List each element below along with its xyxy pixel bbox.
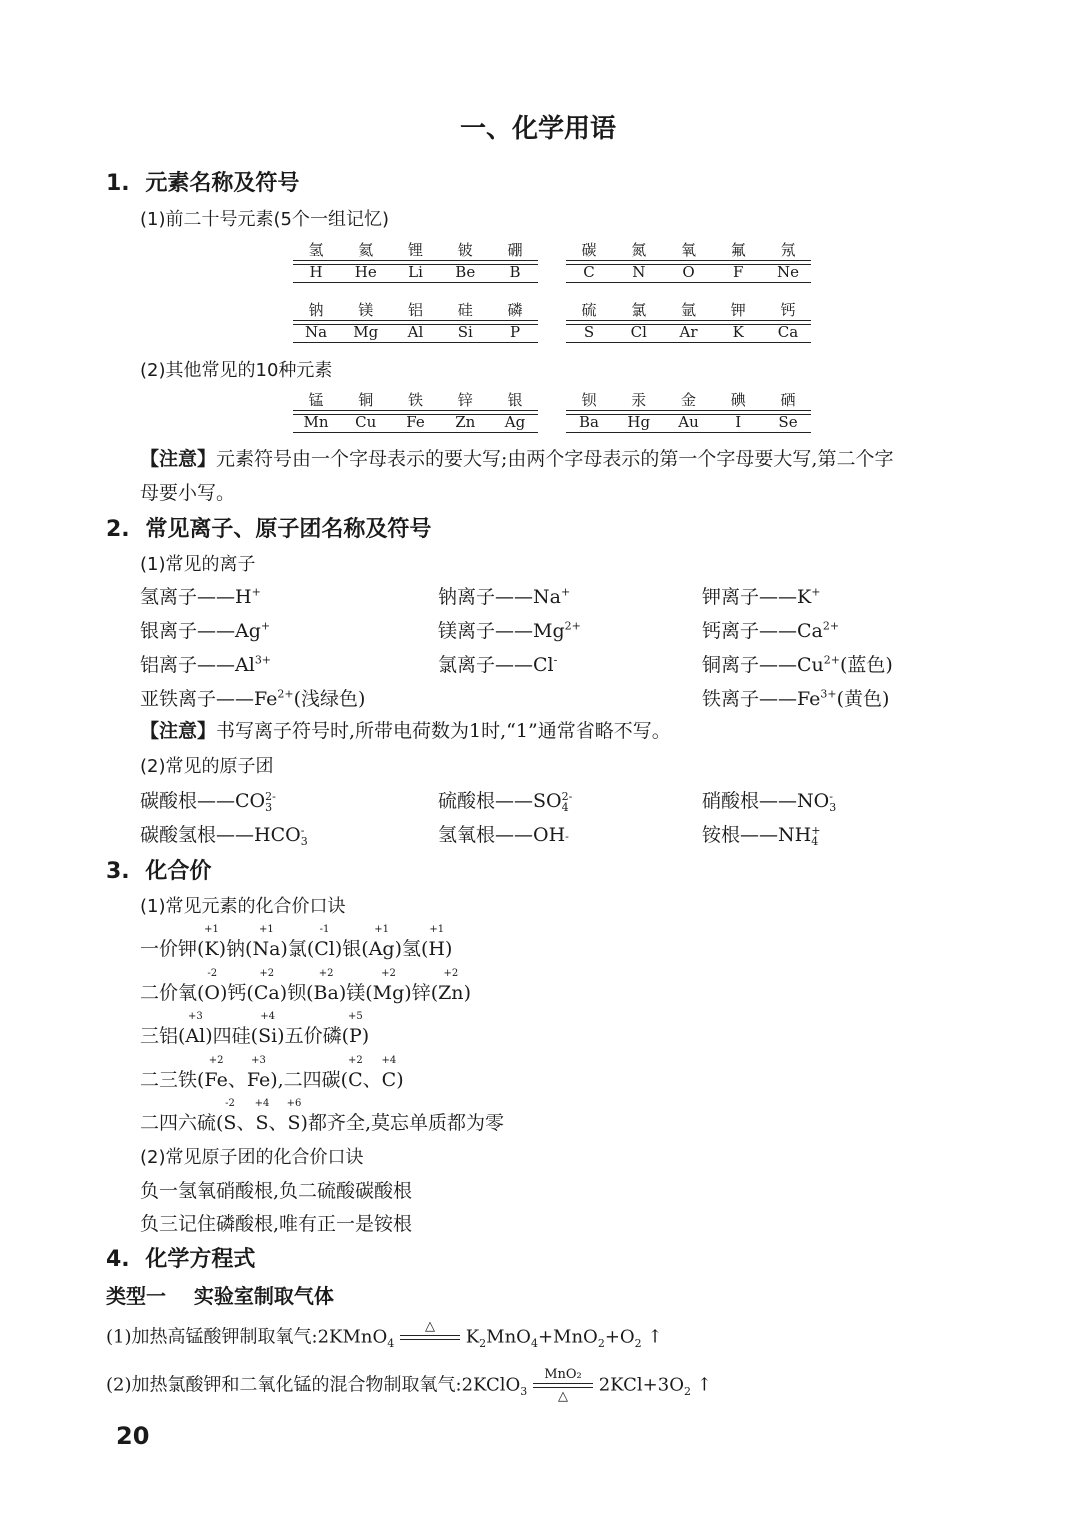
reaction-condition: MnO₂ △ xyxy=(533,1368,593,1403)
element-name: 锰 xyxy=(308,391,324,409)
element-name: 氟 xyxy=(730,241,746,259)
note-tag: 【注意】 xyxy=(140,720,217,742)
ion-item: 铁离子$——Fe^{3+}$(黄色) xyxy=(702,687,890,710)
element-symbol: Ar xyxy=(679,323,698,341)
element-name: 钙 xyxy=(780,301,796,319)
element-symbol: P xyxy=(509,323,521,341)
section-title: 常见离子、原子团名称及符号 xyxy=(145,517,432,542)
element-name: 氦 xyxy=(358,241,374,259)
section-title: 元素名称及符号 xyxy=(145,171,300,196)
element-symbol: Se xyxy=(778,413,798,431)
equation-2: (2)加热氯酸钾和二氧化锰的混合物制取氧气:2KClO$_3$ MnO₂ △ $2KCl+3O_2$ ↑ xyxy=(106,1367,712,1404)
element-table xyxy=(566,240,811,283)
section-title: 化合价 xyxy=(145,859,212,884)
element-name: 硫 xyxy=(581,301,597,319)
valence-line-1: 一价钾( +1 K)钠( +1 Na)氯( -1 Cl)银( +1 Ag)氢( +1 H) xyxy=(140,924,453,960)
element-name: 锂 xyxy=(407,241,423,259)
element-name: 锌 xyxy=(457,391,473,409)
element-table xyxy=(293,300,538,343)
note-text: 母要小写。 xyxy=(140,482,236,504)
element-symbol: B xyxy=(509,263,521,281)
section-number: 3. xyxy=(106,859,130,884)
element-name: 汞 xyxy=(631,391,647,409)
element-name: 硼 xyxy=(507,241,523,259)
element-name: 氢 xyxy=(308,241,324,259)
valence-line-2: 二价氧( -2 O)钙( +2 Ca)钡( +2 Ba)镁( +2 Mg)锌( +2 Zn) xyxy=(140,968,471,1004)
element-name: 氖 xyxy=(780,241,796,259)
rhyme-line: 负一氢氧硝酸根,负二硫酸碳酸根 xyxy=(140,1180,413,1202)
element-symbol: Hg xyxy=(627,413,651,431)
element-symbol: Ag xyxy=(504,413,526,431)
atomic-group-item: 硝酸根——NO - 3 xyxy=(702,790,837,814)
rhyme-line: 负三记住磷酸根,唯有正一是铵根 xyxy=(140,1213,413,1235)
element-name: 钾 xyxy=(730,301,746,319)
element-name: 磷 xyxy=(507,301,523,319)
element-symbol: Cu xyxy=(355,413,377,431)
element-name: 碘 xyxy=(730,391,746,409)
type-heading: 类型一 实验室制取气体 xyxy=(106,1284,334,1308)
element-symbol: Mn xyxy=(303,413,329,431)
element-table xyxy=(293,240,538,283)
element-name: 氯 xyxy=(631,301,647,319)
note-text: 元素符号由一个字母表示的要大写;由两个字母表示的第一个字母要大写,第二个字 xyxy=(216,448,894,470)
element-symbol: C xyxy=(583,263,595,281)
element-name: 银 xyxy=(507,391,523,409)
ion-item: 亚铁离子$——Fe^{2+}$(浅绿色) xyxy=(140,687,366,710)
atomic-group-item: 碳酸氢根——HCO - 3 xyxy=(140,824,308,848)
section-number: 1. xyxy=(106,171,130,196)
ion-item: 铜离子$——Cu^{2+}$(蓝色) xyxy=(702,653,893,676)
element-table xyxy=(566,390,811,433)
subheading: (2)常见原子团的化合价口诀 xyxy=(140,1147,364,1168)
ion-item: 银离子——Ag+ xyxy=(140,619,271,642)
ion-item: 氢离子——H+ xyxy=(140,585,261,608)
subheading: (1)常见元素的化合价口诀 xyxy=(140,896,346,917)
element-name: 钡 xyxy=(581,391,597,409)
section-number: 2. xyxy=(106,517,130,542)
element-symbol: Zn xyxy=(455,413,476,431)
element-symbol: Li xyxy=(408,263,423,281)
ion-item: 钠离子——Na+ xyxy=(438,585,571,608)
element-table xyxy=(566,300,811,343)
element-name: 碳 xyxy=(581,241,597,259)
element-name: 铍 xyxy=(457,241,473,259)
valence-line-5: 二四六硫( -2 S、 +4 S、 +6 S)都齐全,莫忘单质都为零 xyxy=(140,1098,505,1134)
note-paragraph xyxy=(140,444,893,471)
element-name: 镁 xyxy=(358,301,374,319)
element-symbol: I xyxy=(735,413,742,431)
subheading: (1)前二十号元素(5个一组记忆) xyxy=(140,209,389,230)
element-table xyxy=(293,390,538,433)
element-name: 铁 xyxy=(407,391,423,409)
element-symbol: K xyxy=(732,323,744,341)
element-symbol: Ba xyxy=(579,413,599,431)
element-name: 铝 xyxy=(407,301,423,319)
element-symbol: H xyxy=(309,263,323,281)
subheading: (2)常见的原子团 xyxy=(140,756,274,777)
atomic-group-item: 碳酸根——CO 2- 3 xyxy=(140,790,276,814)
section-number: 4. xyxy=(106,1247,130,1272)
note-text: 书写离子符号时,所带电荷数为1时,“1”通常省略不写。 xyxy=(216,720,671,742)
element-symbol: He xyxy=(354,263,377,281)
element-name: 氧 xyxy=(680,241,696,259)
element-name: 硅 xyxy=(457,301,473,319)
element-symbol: Au xyxy=(678,413,699,431)
note-tag: 【注意】 xyxy=(140,448,217,470)
element-name: 氩 xyxy=(680,301,696,319)
element-symbol: N xyxy=(632,263,646,281)
element-symbol: Na xyxy=(304,323,328,341)
note-paragraph xyxy=(140,716,671,743)
atomic-group-item: 氢氧根——OH - xyxy=(438,824,569,846)
equation-1: (1)加热高锰酸钾制取氧气:2KMnO$_4$ △ $K_2MnO_4+MnO_2+O_2$ ↑ xyxy=(106,1320,662,1355)
element-symbol: Al xyxy=(407,323,424,341)
ion-item: 钾离子——K+ xyxy=(702,585,821,608)
element-symbol: Fe xyxy=(406,413,425,431)
ion-item: 氯离子——Cl- xyxy=(438,653,558,676)
element-symbol: F xyxy=(733,263,744,281)
reaction-condition: △ xyxy=(400,1320,460,1355)
element-symbol: Ne xyxy=(776,263,799,281)
valence-line-3: 三铝( +3 Al)四硅( +4 Si)五价磷( +5 P) xyxy=(140,1011,370,1047)
element-name: 铜 xyxy=(358,391,374,409)
section-1-heading xyxy=(106,166,299,197)
ion-item: 镁离子$——Mg^{2+}$ xyxy=(438,619,581,642)
element-symbol: Be xyxy=(455,263,476,281)
section-3-heading xyxy=(106,854,211,885)
section-2-heading xyxy=(106,512,431,543)
section-title: 化学方程式 xyxy=(145,1247,256,1272)
element-symbol: Ca xyxy=(777,323,799,341)
atomic-group-item: 铵根——NH + 4 xyxy=(702,824,821,848)
element-symbol: Cl xyxy=(630,323,647,341)
element-name: 氮 xyxy=(631,241,647,259)
section-4-heading xyxy=(106,1242,255,1273)
subheading: (2)其他常见的10种元素 xyxy=(140,360,333,381)
element-symbol: Si xyxy=(457,323,473,341)
ion-item: 钙离子$——Ca^{2+}$ xyxy=(702,619,840,642)
element-name: 钠 xyxy=(308,301,324,319)
ion-item: 铝离子$——Al^{3+}$ xyxy=(140,653,272,676)
page-number: 20 xyxy=(116,1422,150,1450)
atomic-group-item: 硫酸根——SO 2- 4 xyxy=(438,790,573,814)
element-symbol: S xyxy=(583,323,595,341)
element-symbol: O xyxy=(682,263,695,281)
page-title: 一、化学用语 xyxy=(460,114,617,144)
subheading: (1)常见的离子 xyxy=(140,554,256,575)
valence-line-4: 二三铁( +2 Fe、 +3 Fe),二四碳( +2 C、 +4 C) xyxy=(140,1055,404,1091)
element-symbol: Mg xyxy=(353,323,379,341)
element-name: 硒 xyxy=(780,391,796,409)
element-name: 金 xyxy=(680,391,696,409)
